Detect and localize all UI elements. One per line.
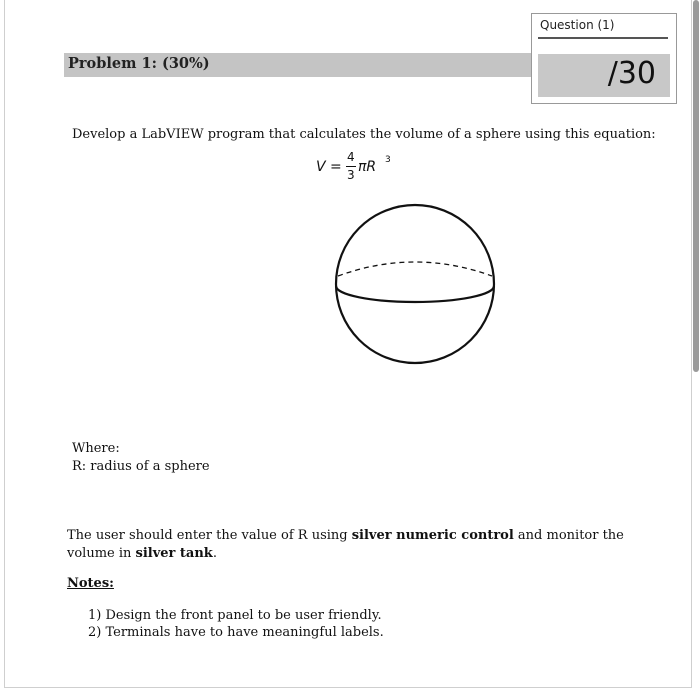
where-label: Where: — [72, 441, 120, 456]
note-item: 1) Design the front panel to be user friendly. — [88, 608, 382, 623]
instructions-end: . — [212, 546, 217, 561]
sphere-outline — [336, 205, 494, 363]
formula-lhs: V — [316, 159, 326, 175]
radius-definition: R: radius of a sphere — [72, 459, 210, 474]
silver-tank-term: silver tank — [135, 546, 213, 561]
silver-numeric-control-term: silver numeric control — [351, 528, 514, 543]
user-instructions — [67, 527, 657, 563]
formula-pi-r: πR — [358, 159, 377, 175]
formula-exponent: 3 — [385, 155, 391, 165]
instructions-part: and monitor the volume in — [67, 528, 624, 561]
notes-list — [88, 607, 384, 641]
problem-title: Problem 1: (30%) — [68, 55, 210, 72]
sphere-equator-back — [338, 262, 492, 276]
score-field — [538, 54, 670, 97]
question-score-box — [531, 13, 677, 104]
intro-text: Develop a LabVIEW program that calculates the volume of a sphere using this equation: — [72, 127, 656, 142]
problem-header-bar — [64, 53, 532, 77]
formula-numerator: 4 — [347, 150, 355, 164]
sphere-illustration — [330, 202, 500, 366]
notes-heading: Notes: — [67, 576, 114, 591]
sphere-equator-front — [336, 286, 494, 302]
formula-denominator: 3 — [347, 168, 355, 182]
question-divider — [538, 37, 668, 39]
formula-equals: = — [330, 159, 342, 175]
volume-formula — [316, 150, 416, 186]
instructions-part: The user should enter the value of R using — [67, 528, 352, 543]
note-item: 2) Terminals have to have meaningful labels. — [88, 625, 384, 640]
question-label: Question (1) — [540, 18, 615, 32]
score-value: /30 — [607, 56, 656, 91]
formula-fraction-bar — [346, 166, 356, 167]
scrollbar-thumb[interactable] — [693, 0, 699, 372]
